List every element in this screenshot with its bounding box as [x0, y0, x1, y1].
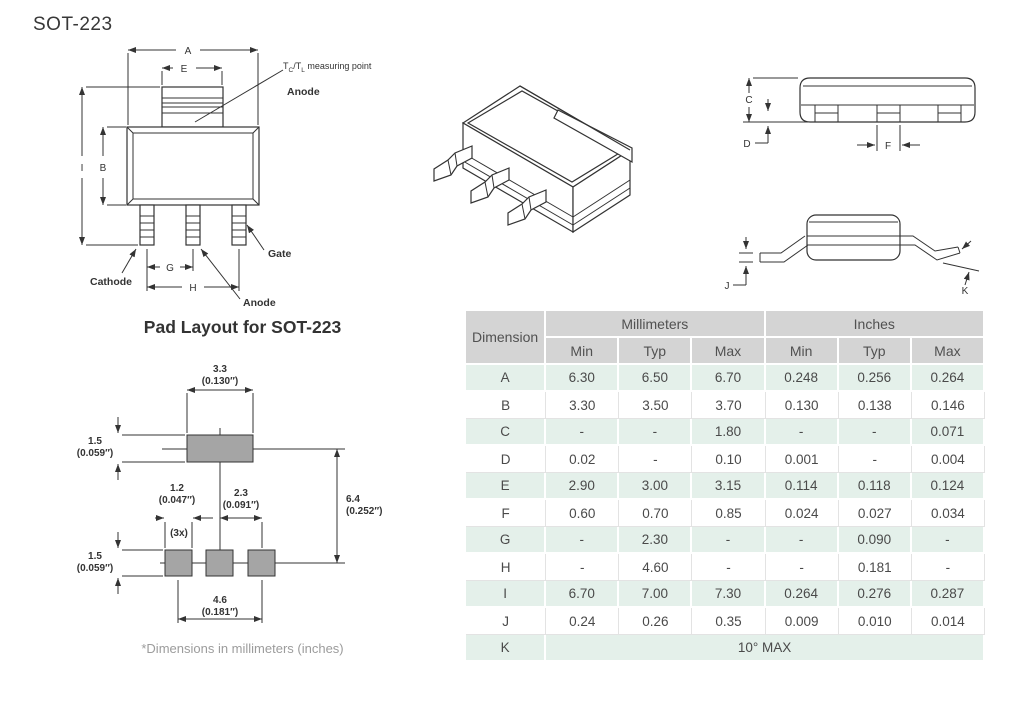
table-row: [466, 473, 985, 500]
dim-label-a: A: [184, 46, 192, 57]
dim-b-extension: [107, 127, 126, 205]
pitch-mm: 2.3: [234, 488, 248, 499]
dimension-cell: F: [466, 500, 546, 527]
pad-height-extension-bottom: [122, 550, 163, 576]
vertical-mm: 6.4: [346, 494, 360, 505]
value-cell: 0.35: [692, 608, 765, 635]
top-width-mm: 3.3: [213, 364, 227, 375]
lead-pad-2: [206, 550, 233, 576]
value-cell: 0.124: [912, 473, 985, 500]
side-body-lines: [801, 86, 974, 105]
dimension-cell: B: [466, 392, 546, 419]
value-cell: 2.90: [546, 473, 619, 500]
value-cell: -: [766, 419, 839, 446]
pad-height-in-bottom: (0.059″): [76, 563, 114, 574]
value-cell: -: [546, 527, 619, 554]
value-cell: 0.114: [766, 473, 839, 500]
value-cell: -: [546, 554, 619, 581]
page-title: SOT-223: [33, 14, 113, 35]
value-cell: -: [912, 554, 985, 581]
value-cell: 7.00: [619, 581, 692, 608]
dimension-cell: J: [466, 608, 546, 635]
table-row: [466, 500, 985, 527]
column-header-dimension: Dimension: [466, 311, 546, 365]
profile-lead-right: [900, 236, 960, 260]
value-cell: 0.118: [839, 473, 912, 500]
dim-j-ticks: [739, 253, 753, 262]
column-group-millimeters: Millimeters: [546, 311, 765, 338]
isometric-view-drawing: [430, 70, 670, 270]
dim-label-c: C: [745, 95, 753, 106]
value-cell: 3.30: [546, 392, 619, 419]
dimension-cell: D: [466, 446, 546, 473]
lead-pad-3: [248, 550, 275, 576]
value-cell: 0.24: [546, 608, 619, 635]
dimension-table: [466, 311, 985, 662]
value-cell: 0.001: [766, 446, 839, 473]
cathode-leader: [122, 249, 136, 273]
mp-text: /T: [293, 61, 302, 71]
vertical-in: (0.252″): [346, 506, 383, 517]
value-cell: 0.26: [619, 608, 692, 635]
measuring-point-label: [283, 61, 371, 74]
table-row: [466, 392, 985, 419]
span-value-cell: 10° MAX: [546, 635, 985, 662]
dim-k-reference: [943, 263, 979, 271]
value-cell: 0.009: [766, 608, 839, 635]
pad-width-in: (0.047″): [158, 495, 196, 506]
value-cell: 4.60: [619, 554, 692, 581]
pad-height-mm-bottom: 1.5: [88, 551, 102, 562]
value-cell: -: [546, 419, 619, 446]
dimension-cell: C: [466, 419, 546, 446]
lead-anode: [186, 205, 200, 245]
dimension-table-body: [466, 365, 985, 662]
value-cell: 0.010: [839, 608, 912, 635]
dim-e-extension: [162, 71, 222, 85]
value-cell: 2.30: [619, 527, 692, 554]
value-cell: -: [619, 419, 692, 446]
column-header-min-in: Min: [766, 338, 839, 365]
dim-label-b: B: [99, 163, 107, 174]
table-row: [466, 419, 985, 446]
lead-profile-drawing: [715, 195, 1005, 310]
value-cell: 0.60: [546, 500, 619, 527]
dimension-cell: E: [466, 473, 546, 500]
value-cell: 3.50: [619, 392, 692, 419]
profile-body-lines: [807, 222, 900, 245]
value-cell: 0.287: [912, 581, 985, 608]
value-cell: 3.70: [692, 392, 765, 419]
mp-text: T: [283, 61, 289, 71]
column-group-inches: Inches: [766, 311, 985, 338]
anode-leader: [201, 249, 240, 299]
value-cell: 6.70: [546, 581, 619, 608]
profile-lead-left: [760, 236, 808, 262]
table-row: [466, 527, 985, 554]
table-row: [466, 365, 985, 392]
value-cell: 0.85: [692, 500, 765, 527]
pitch-in: (0.091″): [222, 500, 260, 511]
table-row: [466, 554, 985, 581]
value-cell: -: [619, 446, 692, 473]
dimensions-note: *Dimensions in millimeters (inches): [141, 641, 344, 656]
value-cell: 0.071: [912, 419, 985, 446]
dim-label-d: D: [743, 139, 751, 150]
value-cell: 0.256: [839, 365, 912, 392]
dimension-cell: I: [466, 581, 546, 608]
dim-label-g: G: [166, 263, 174, 274]
value-cell: 0.264: [766, 581, 839, 608]
value-cell: -: [692, 527, 765, 554]
lead-cathode: [140, 205, 154, 245]
column-header-typ-in: Typ: [839, 338, 912, 365]
side-view-drawing: [735, 55, 995, 165]
value-cell: 0.014: [912, 608, 985, 635]
value-cell: 0.138: [839, 392, 912, 419]
pad-height-in: (0.059″): [76, 448, 114, 459]
dim-k-line: [962, 241, 971, 249]
value-cell: 0.248: [766, 365, 839, 392]
pad-count-label: (3x): [170, 528, 188, 539]
value-cell: 1.80: [692, 419, 765, 446]
front-view-drawing: [70, 40, 380, 320]
table-row: [466, 635, 985, 662]
value-cell: 6.50: [619, 365, 692, 392]
dimension-cell: K: [466, 635, 546, 662]
value-cell: 0.090: [839, 527, 912, 554]
value-cell: 0.276: [839, 581, 912, 608]
column-header-max-mm: Max: [692, 338, 765, 365]
value-cell: 6.30: [546, 365, 619, 392]
value-cell: 0.181: [839, 554, 912, 581]
value-cell: -: [766, 527, 839, 554]
dim-k-line: [965, 272, 969, 285]
value-cell: -: [692, 554, 765, 581]
value-cell: 0.004: [912, 446, 985, 473]
value-cell: 0.130: [766, 392, 839, 419]
column-header-min-mm: Min: [546, 338, 619, 365]
top-width-in: (0.130″): [201, 376, 239, 387]
value-cell: 3.15: [692, 473, 765, 500]
value-cell: -: [839, 446, 912, 473]
header-row-groups: [466, 311, 985, 338]
anode-top-label: Anode: [287, 86, 320, 98]
package-body: [127, 127, 259, 205]
table-row: [466, 581, 985, 608]
dim-label-i: I: [80, 163, 84, 174]
dim-j-line: [733, 266, 746, 285]
dim-label-k: K: [961, 286, 969, 297]
dim-label-h: H: [189, 283, 197, 294]
dimension-cell: H: [466, 554, 546, 581]
span-in: (0.181″): [201, 607, 239, 618]
table-row: [466, 446, 985, 473]
value-cell: -: [766, 554, 839, 581]
tab-pad: [187, 435, 253, 462]
dim-label-e: E: [180, 64, 188, 75]
value-cell: 0.10: [692, 446, 765, 473]
value-cell: 0.146: [912, 392, 985, 419]
gate-leader: [247, 225, 264, 250]
value-cell: 6.70: [692, 365, 765, 392]
value-cell: 0.264: [912, 365, 985, 392]
pad-height-mm: 1.5: [88, 436, 102, 447]
cathode-label: Cathode: [90, 276, 132, 288]
gate-label: Gate: [268, 248, 292, 260]
dim-label-j: J: [724, 281, 730, 292]
lead-gate: [232, 205, 246, 245]
lead-pad-1: [165, 550, 192, 576]
value-cell: 0.027: [839, 500, 912, 527]
side-body: [800, 78, 975, 122]
column-header-max-in: Max: [912, 338, 985, 365]
top-width-extension: [187, 393, 253, 433]
value-cell: 0.024: [766, 500, 839, 527]
pad-layout-heading: Pad Layout for SOT-223: [143, 317, 342, 337]
dimension-cell: G: [466, 527, 546, 554]
value-cell: -: [839, 419, 912, 446]
value-cell: 3.00: [619, 473, 692, 500]
pad-layout-drawing: [65, 355, 420, 645]
span-mm: 4.6: [213, 595, 227, 606]
value-cell: 0.02: [546, 446, 619, 473]
dim-label-f: F: [884, 141, 892, 152]
value-cell: 7.30: [692, 581, 765, 608]
dimension-cell: A: [466, 365, 546, 392]
value-cell: 0.70: [619, 500, 692, 527]
value-cell: 0.034: [912, 500, 985, 527]
table-row: [466, 608, 985, 635]
column-header-typ-mm: Typ: [619, 338, 692, 365]
value-cell: -: [912, 527, 985, 554]
mp-text: measuring point: [304, 61, 372, 71]
mp-sub: L: [301, 66, 305, 74]
anode-bottom-label: Anode: [243, 297, 276, 309]
pad-width-mm: 1.2: [170, 483, 184, 494]
mp-sub: C: [288, 66, 294, 74]
